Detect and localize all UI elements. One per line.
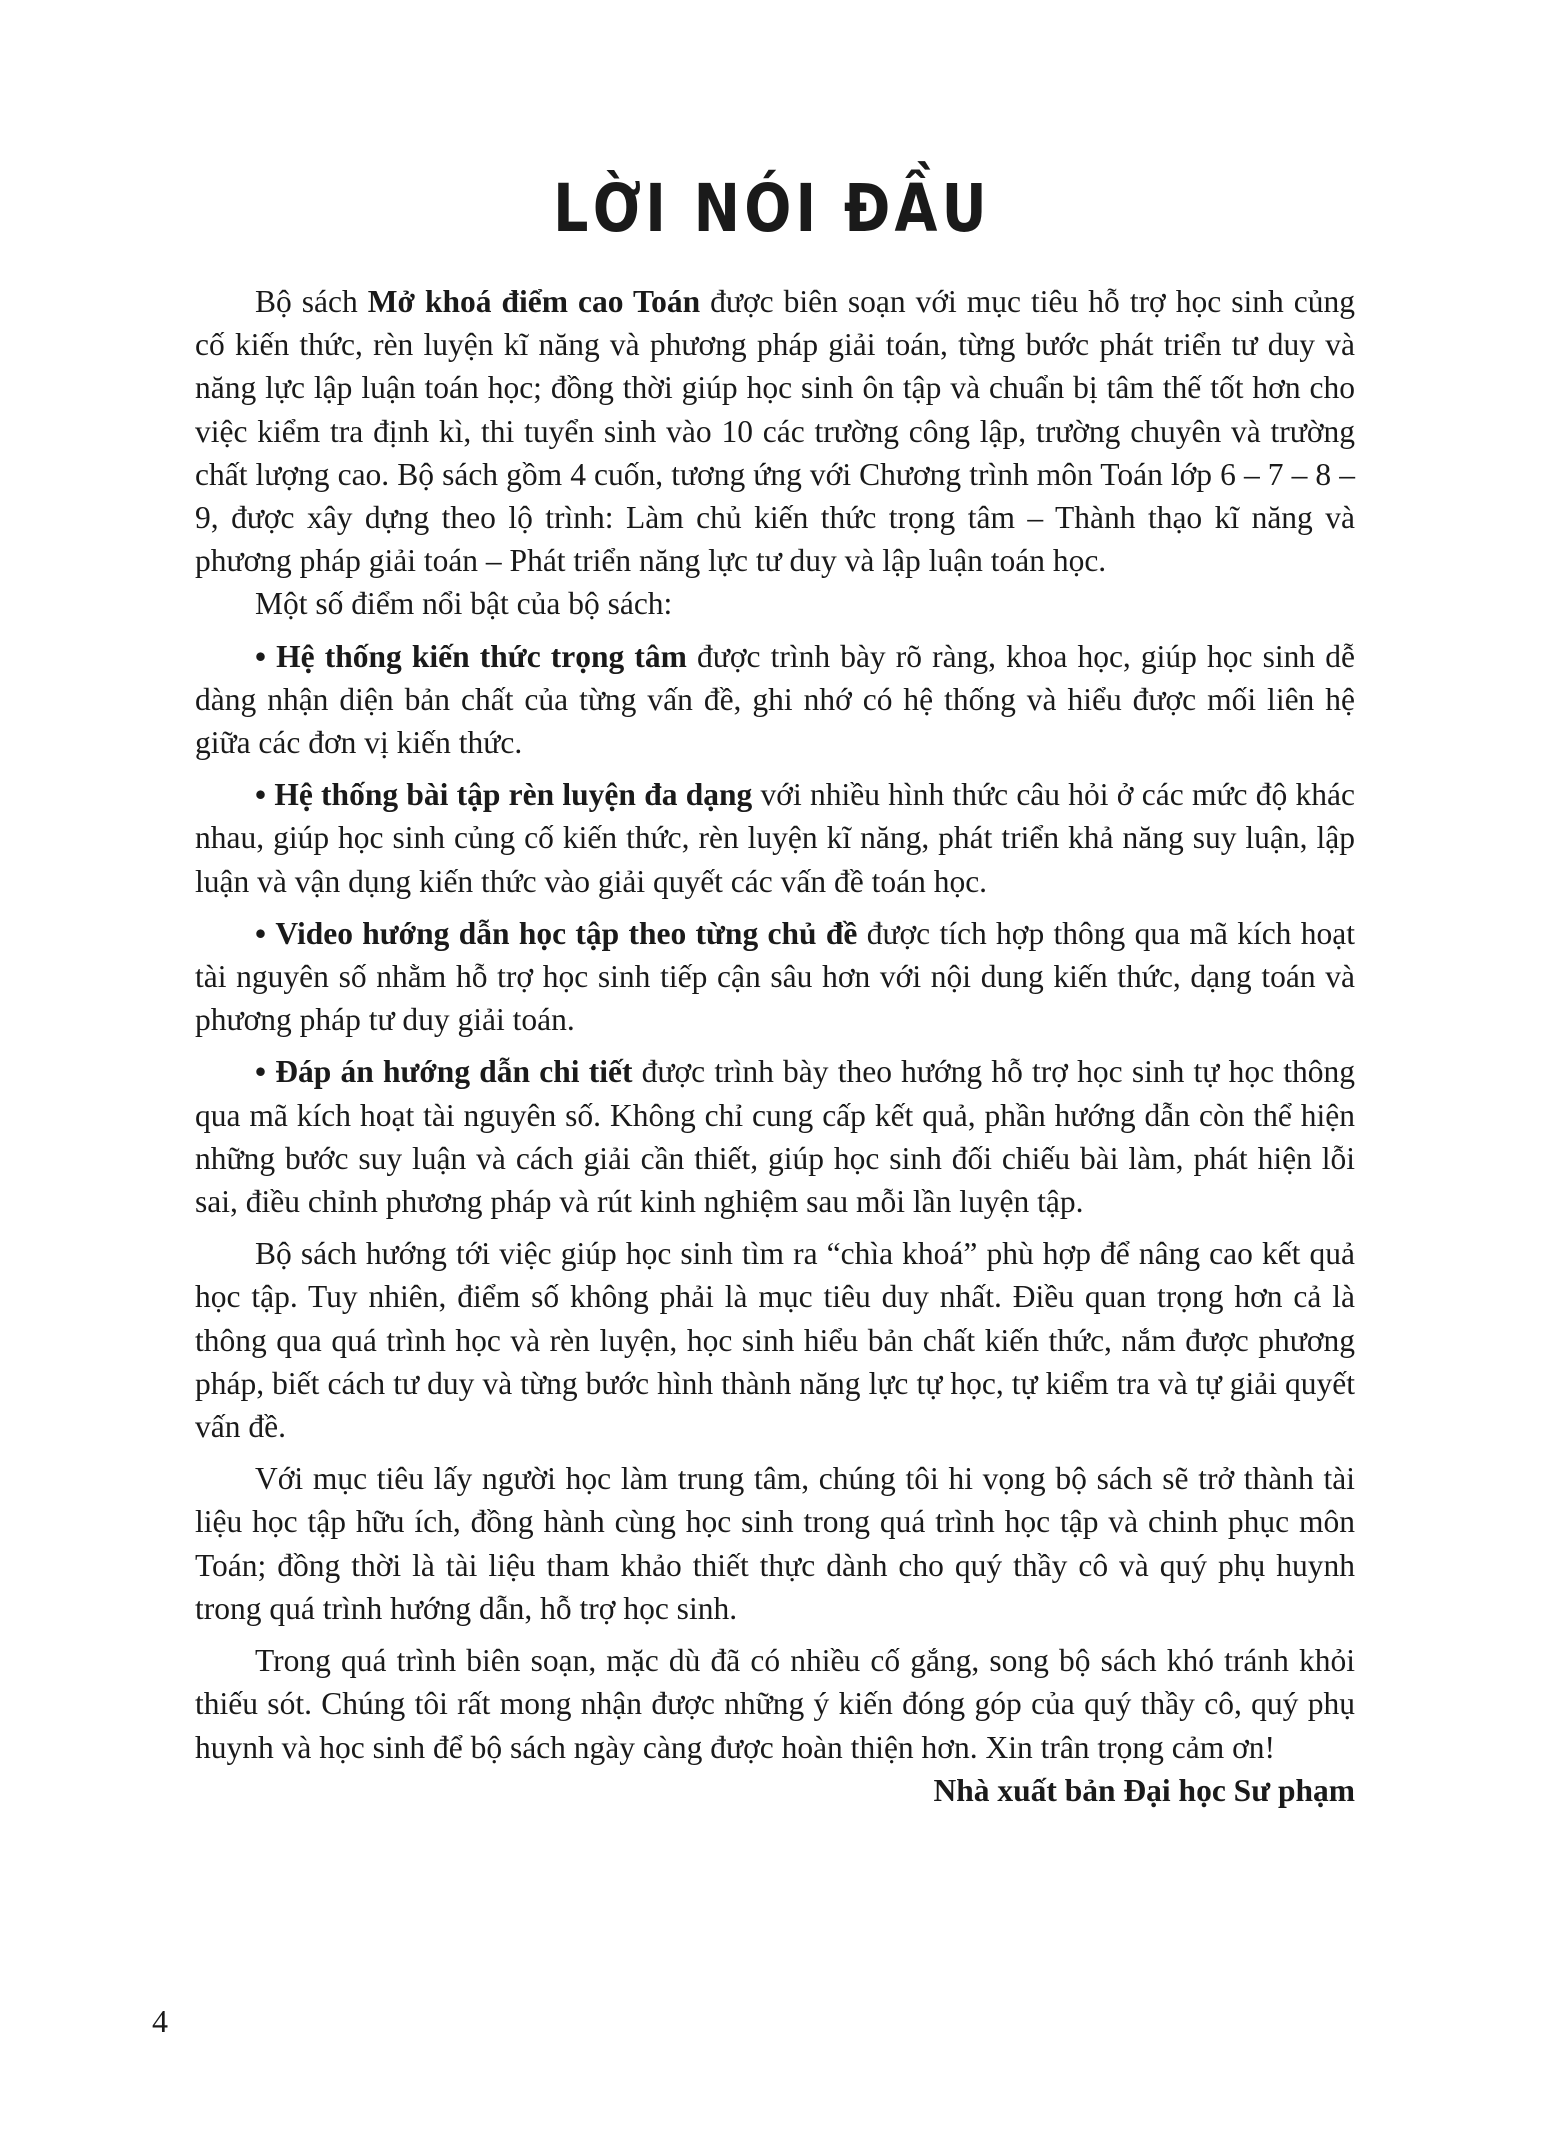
highlight-item — [195, 1050, 1355, 1223]
page-title: LỜI NÓI ĐẦU — [553, 170, 991, 247]
closing-paragraph: Trong quá trình biên soạn, mặc dù đã có nhiều cố gắng, song bộ sách khó tránh khỏi thiếu sót. Chúng tôi rất mong nhận được những ý kiến đóng góp của quý thầy cô, quý phụ huynh và học sinh để bộ sách ngày càng được hoàn thiện hơn. Xin trân trọng cảm ơn! — [195, 1643, 1355, 1765]
bullet-icon: • — [255, 777, 267, 813]
highlight-title: Hệ thống kiến thức trọng tâm — [276, 638, 687, 674]
bullet-icon: • — [255, 638, 267, 674]
closing-paragraph: Với mục tiêu lấy người học làm trung tâm, chúng tôi hi vọng bộ sách sẽ trở thành tài liệu học tập hữu ích, đồng hành cùng học sinh trong quá trình học tập và chinh phục môn Toán; đồng thời là tài liệu tham khảo thiết thực dành cho quý thầy cô và quý phụ huynh trong quá trình hướng dẫn, hỗ trợ học sinh. — [195, 1461, 1355, 1626]
intro-paragraph — [195, 280, 1355, 582]
intro-text-lead: Bộ sách — [255, 284, 368, 319]
intro-text-rest: được biên soạn với mục tiêu hỗ trợ học sinh củng cố kiến thức, rèn luyện kĩ năng và phương pháp giải toán, từng bước phát triển tư duy và năng lực lập luận toán học; đồng thời giúp học sinh ôn tập và chuẩn bị tâm thế tốt hơn cho việc kiểm tra định kì, thi tuyển sinh vào 10 các trường công lập, trường chuyên và trường chất lượng cao. Bộ sách gồm 4 cuốn, tương ứng với Chương trình môn Toán lớp 6 – 7 – 8 – 9, được xây dựng theo lộ trình: Làm chủ kiến thức trọng tâm – Thành thạo kĩ năng và phương pháp giải toán – Phát triển năng lực tư duy và lập luận toán học. — [195, 284, 1355, 579]
publisher-signature: Nhà xuất bản Đại học Sư phạm — [933, 1772, 1355, 1808]
highlight-item — [195, 635, 1355, 765]
highlight-title: Đáp án hướng dẫn chi tiết — [275, 1054, 633, 1090]
highlight-item — [195, 773, 1355, 903]
closing-paragraph: Bộ sách hướng tới việc giúp học sinh tìm ra “chìa khoá” phù hợp để nâng cao kết quả học tập. Tuy nhiên, điểm số không phải là mục tiêu duy nhất. Điều quan trọng hơn cả là thông qua quá trình học và rèn luyện, học sinh hiểu bản chất kiến thức, nắm được phương pháp, biết cách tư duy và từng bước hình thành năng lực tự học, tự kiểm tra và tự giải quyết vấn đề. — [195, 1236, 1355, 1445]
bullet-icon: • — [255, 915, 267, 951]
page-number: 4 — [152, 2003, 168, 2039]
highlight-text: được trình bày rõ ràng, khoa học, giúp học sinh dễ dàng nhận diện bản chất của từng vấn đề, ghi nhớ có hệ thống và hiểu được mối liên hệ giữa các đơn vị kiến thức. — [195, 638, 1355, 761]
highlight-text: được trình bày theo hướng hỗ trợ học sinh tự học thông qua mã kích hoạt tài nguyên số. Không chỉ cung cấp kết quả, phần hướng dẫn còn thể hiện những bước suy luận và cách giải cần thiết, giúp học sinh đối chiếu bài làm, phát hiện lỗi sai, điều chỉnh phương pháp và rút kinh nghiệm sau mỗi lần luyện tập. — [195, 1054, 1356, 1220]
highlight-item — [195, 912, 1355, 1042]
book-series-name: Mở khoá điểm cao Toán — [367, 284, 701, 319]
highlight-text: được tích hợp thông qua mã kích hoạt tài nguyên số nhằm hỗ trợ học sinh tiếp cận sâu hơn với nội dung kiến thức, dạng toán và phương pháp tư duy giải toán. — [195, 915, 1355, 1038]
bullet-icon: • — [255, 1054, 267, 1090]
highlights-lead: Một số điểm nổi bật của bộ sách: — [255, 586, 673, 622]
highlight-text: với nhiều hình thức câu hỏi ở các mức độ khác nhau, giúp học sinh củng cố kiến thức, rèn luyện kĩ năng, phát triển khả năng suy luận, lập luận và vận dụng kiến thức vào giải quyết các vấn đề toán học. — [195, 777, 1355, 899]
highlight-title: Video hướng dẫn học tập theo từng chủ đề — [275, 915, 858, 951]
preface-body — [195, 280, 1355, 1812]
highlight-title: Hệ thống bài tập rèn luyện đa dạng — [274, 777, 753, 813]
